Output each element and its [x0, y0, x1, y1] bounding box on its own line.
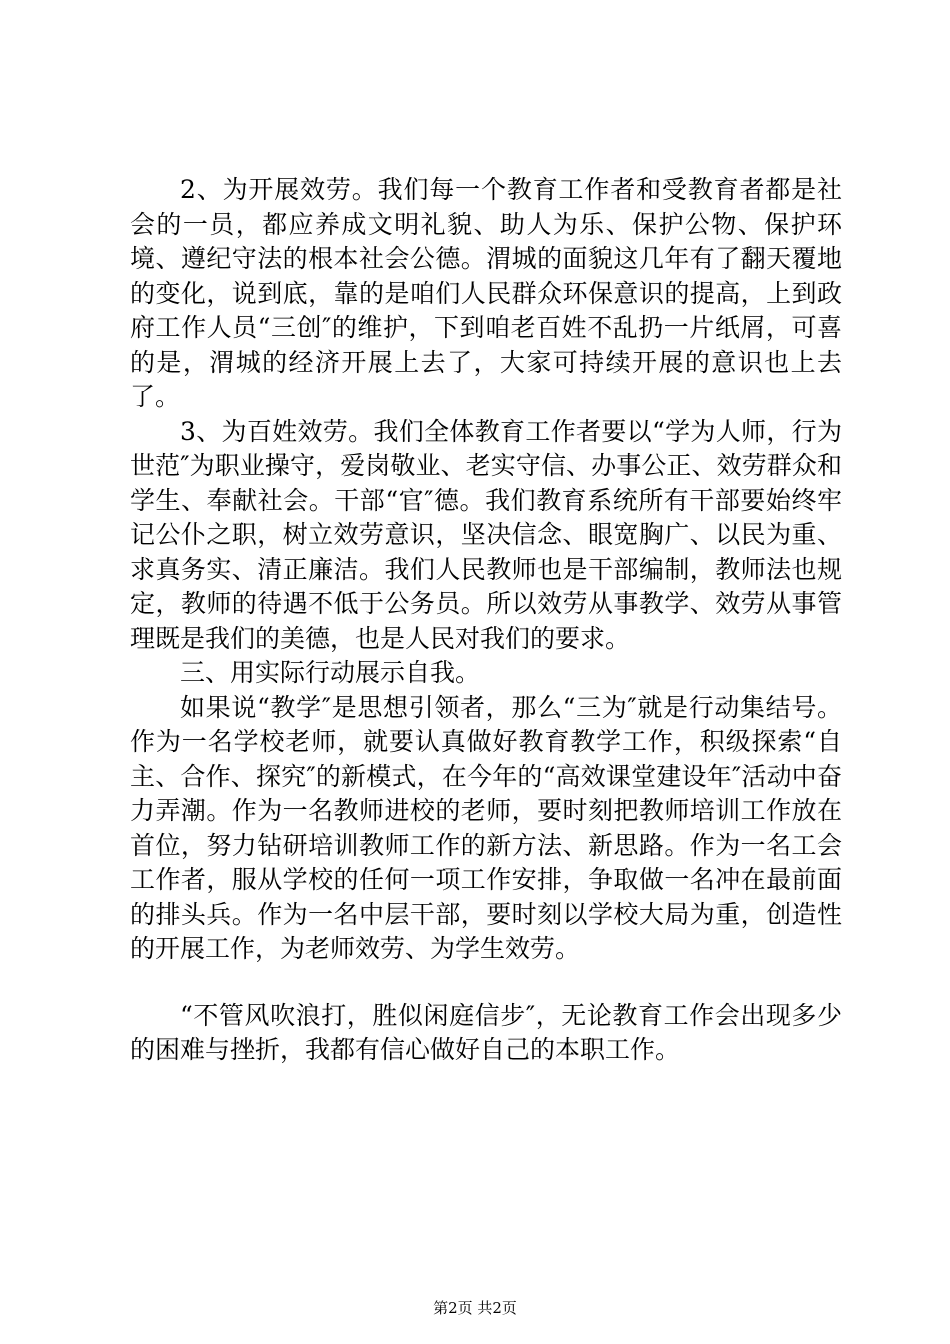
- paragraph-spacer: [130, 967, 842, 999]
- document-body: [130, 173, 842, 1068]
- paragraph-action: 如果说“教学″是思想引领者，那么“三为″就是行动集结号。作为一名学校老师，就要认真做好教育教学工作，积级探索“自主、合作、探究″的新模式，在今年的“高效课堂建设年″活动中奋力弄潮。作为一名教师进校的老师，要时刻把教师培训工作放在首位，努力钻研培训教师工作的新方法、新思路。作为一名工会工作者，服从学校的任何一项工作安排，争取做一名冲在最前面的排头兵。作为一名中层干部，要时刻以学校大局为重，创造性的开展工作，为老师效劳、为学生效劳。: [130, 692, 842, 963]
- section-heading-action: 三、用实际行动展示自我。: [180, 658, 481, 687]
- paragraph-serve-development: 2、为开展效劳。我们每一个教育工作者和受教育者都是社会的一员，都应养成文明礼貌、助人为乐、保护公物、保护环境、遵纪守法的根本社会公德。渭城的面貌这几年有了翻天覆地的变化，说到底，靠的是咱们人民群众环保意识的提高，上到政府工作人员“三创″的维护，下到咱老百姓不乱扔一片纸屑，可喜的是，渭城的经济开展上去了，大家可持续开展的意识也上去了。: [130, 175, 842, 411]
- paragraph-serve-people: 3、为百姓效劳。我们全体教育工作者要以“学为人师，行为世范″为职业操守，爱岗敬业、老实守信、办事公正、效劳群众和学生、奉献社会。干部“官″德。我们教育系统所有干部要始终牢记公仆之职，树立效劳意识，坚决信念、眼宽胸广、以民为重、求真务实、清正廉洁。我们人民教师也是干部编制，教师法也规定，教师的待遇不低于公务员。所以效劳从事教学、效劳从事管理既是我们的美德，也是人民对我们的要求。: [130, 416, 842, 653]
- paragraph-closing: “不管风吹浪打，胜似闲庭信步″，无论教育工作会出现多少的困难与挫折，我都有信心做好自己的本职工作。: [130, 1000, 842, 1064]
- page-number-footer: 第2页 共2页: [433, 1299, 517, 1317]
